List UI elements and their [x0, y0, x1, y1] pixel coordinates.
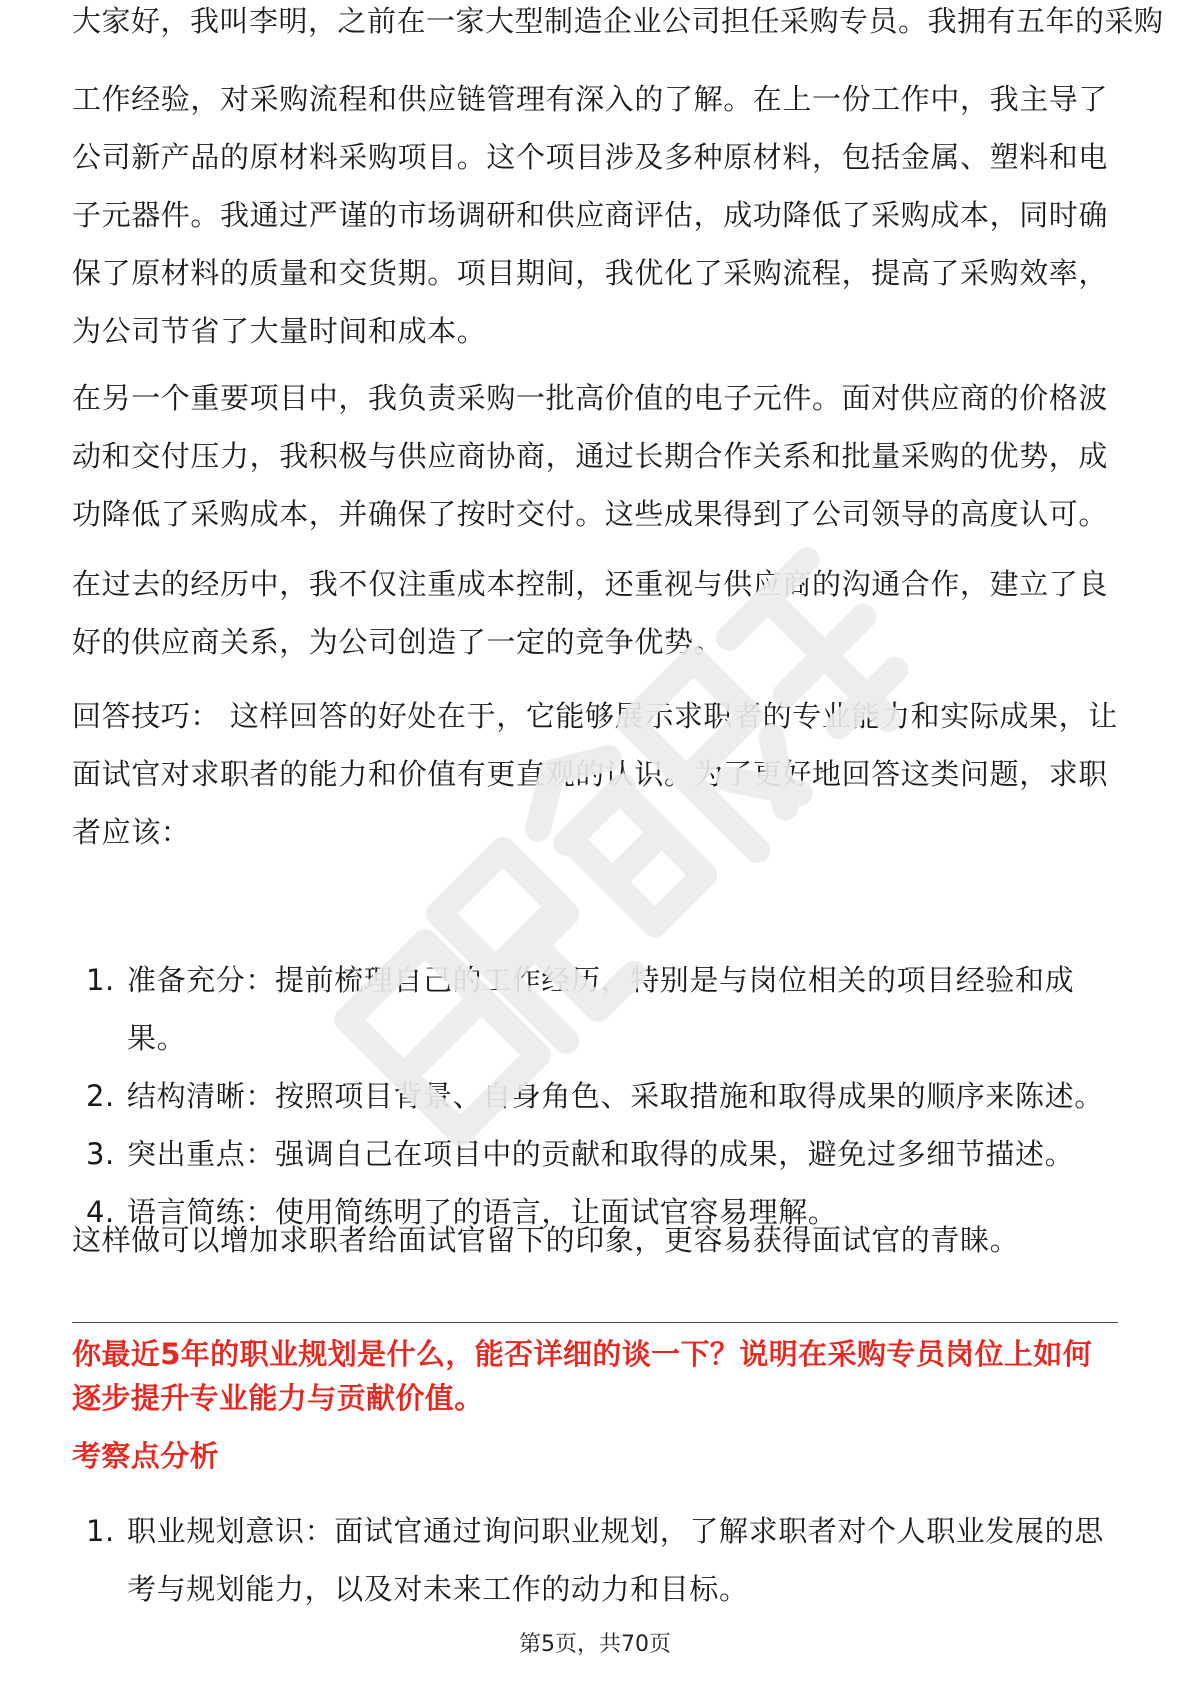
- list-item: [72, 1502, 1118, 1618]
- list-number: 2.: [86, 1079, 115, 1113]
- tips-list: [72, 951, 1118, 1241]
- list-text: 结构清晰：按照项目背景、自身角色、采取措施和取得成果的顺序来陈述。: [127, 1079, 1104, 1113]
- paragraph-project-experience: 工作经验，对采购流程和供应链管理有深入的了解。在上一份工作中，我主导了公司新产品的原材料采购项目。这个项目涉及多种原材料，包括金属、塑料和电子元器件。我通过严谨的市场调研和供应商评估，成功降低了采购成本，同时确保了原材料的质量和交货期。项目期间，我优化了采购流程，提高了采购效率，为公司节省了大量时间和成本。: [72, 82, 1109, 348]
- page-footer: 第5页，共70页: [519, 1632, 671, 1657]
- list-item: [72, 1125, 1118, 1183]
- list-item: [72, 1067, 1118, 1125]
- list-text: 准备充分：提前梳理自己的工作经历，特别是与岗位相关的项目经验和成果。: [127, 963, 1075, 1055]
- cut-off-text: 大家好，我叫李明，之前在一家大型制造企业公司担任采购专员。我拥有五年的采购: [72, 4, 1164, 38]
- list-number: 1.: [86, 1514, 115, 1548]
- cut-off-text-line: [72, 4, 1164, 48]
- paragraph-conclusion: 这样做可以增加求职者给面试官留下的印象，更容易获得面试官的青睐。: [72, 1223, 1020, 1257]
- paragraph-supplier-relations: 在过去的经历中，我不仅注重成本控制，还重视与供应商的沟通合作，建立了良好的供应商关系，为公司创造了一定的竞争优势。: [72, 567, 1109, 659]
- paragraph-answer-tips: 回答技巧： 这样回答的好处在于，它能够展示求职者的专业能力和实际成果，让面试官对求职者的能力和价值有更直观的认识。为了更好地回答这类问题，求职者应该：: [72, 699, 1118, 849]
- list-number: 1.: [86, 963, 115, 997]
- list-number: 4.: [86, 1195, 115, 1229]
- interview-question: 你最近5年的职业规划是什么，能否详细的谈一下？说明在采购专员岗位上如何逐步提升专业能力与贡献价值。: [72, 1337, 1093, 1415]
- analysis-list: [72, 1502, 1118, 1618]
- list-text: 语言简练：使用简练明了的语言，让面试官容易理解。: [127, 1195, 838, 1229]
- list-item: [72, 951, 1118, 1067]
- list-number: 3.: [86, 1137, 115, 1171]
- paragraph-electronic-components: 在另一个重要项目中，我负责采购一批高价值的电子元件。面对供应商的价格波动和交付压力，我积极与供应商协商，通过长期合作关系和批量采购的优势，成功降低了采购成本，并确保了按时交付。这些成果得到了公司领导的高度认可。: [72, 381, 1109, 531]
- list-text: 突出重点：强调自己在项目中的贡献和取得的成果，避免过多细节描述。: [127, 1137, 1075, 1171]
- section-title: 考察点分析: [72, 1439, 220, 1473]
- section-divider: [72, 1322, 1118, 1323]
- list-text: 职业规划意识：面试官通过询问职业规划，了解求职者对个人职业发展的思考与规划能力，以及对未来工作的动力和目标。: [127, 1514, 1104, 1606]
